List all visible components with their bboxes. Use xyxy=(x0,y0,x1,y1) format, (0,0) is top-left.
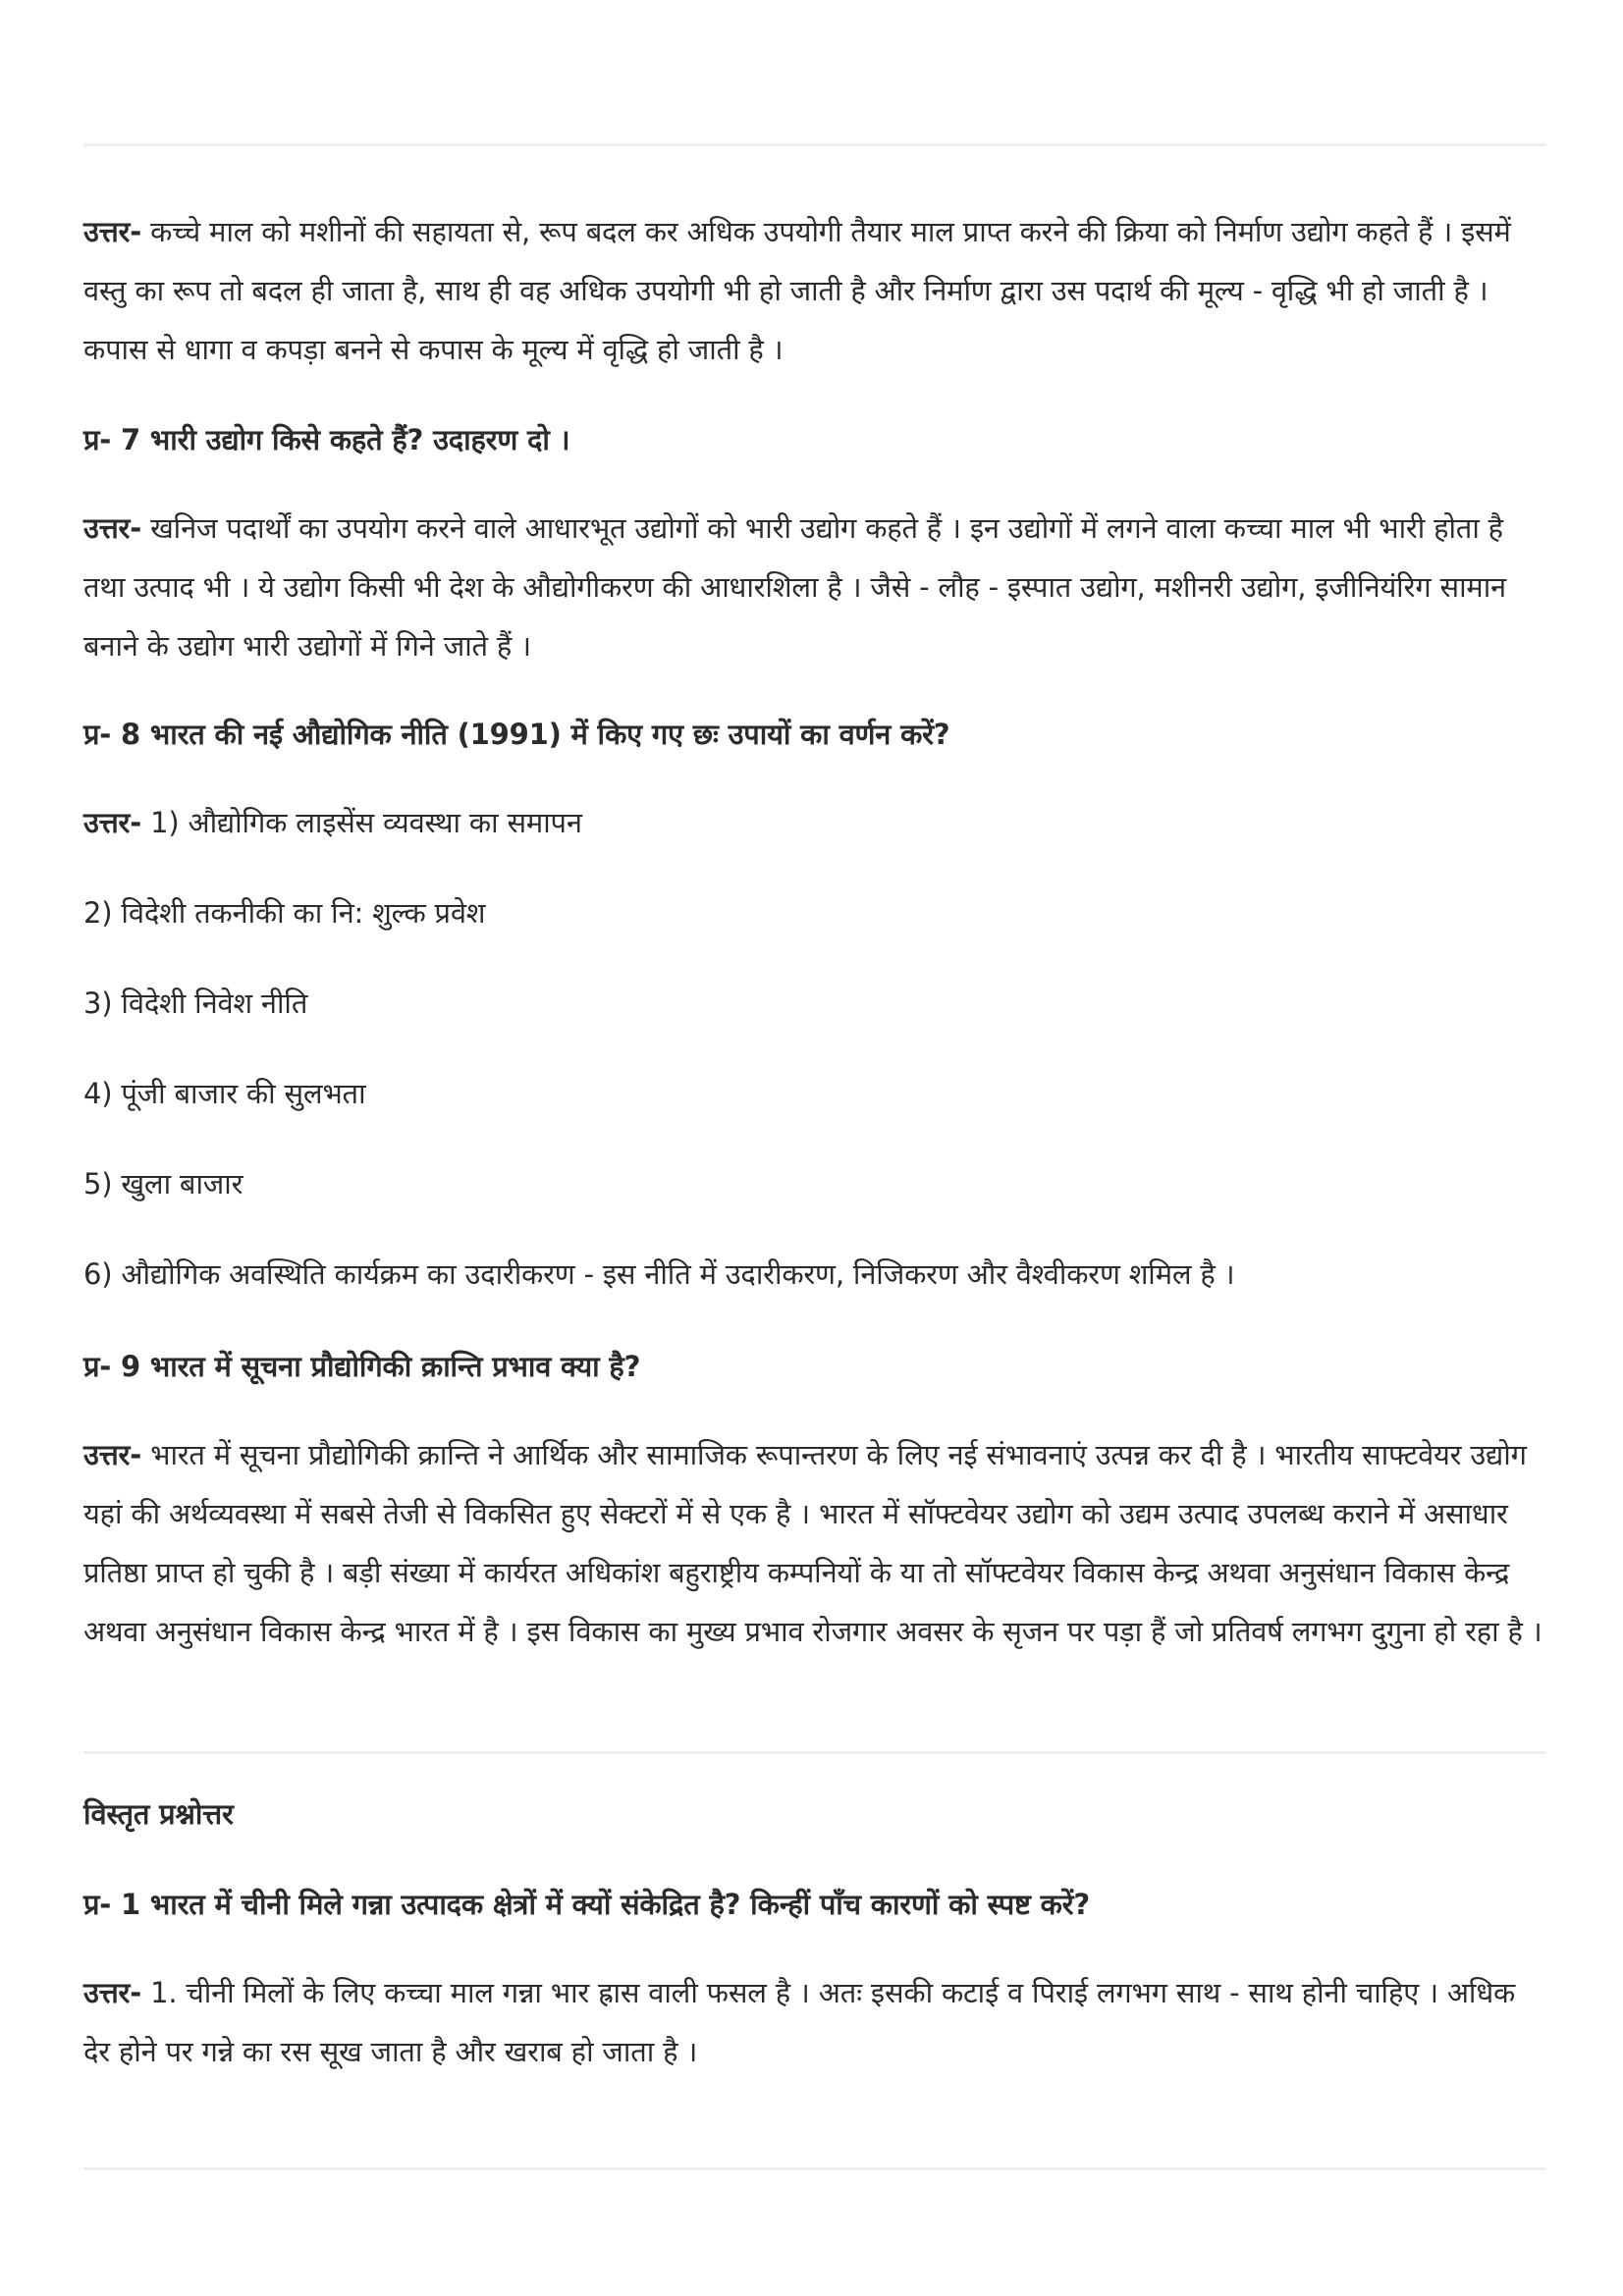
answer-label: उत्तर- xyxy=(83,215,142,248)
q8-item-4: 4) पूंजी बाजार की सुलभता xyxy=(83,1077,366,1110)
top-divider xyxy=(83,143,1546,146)
q8-item-6: 6) औद्योगिक अवस्थिति कार्यक्रम का उदारीकरण - इस नीति में उदारीकरण, निजिकरण और वैश्वीकरण शमिल है । xyxy=(83,1257,1235,1291)
q8-item-3: 3) विदेशी निवेश नीति xyxy=(83,987,308,1020)
section-heading: विस्तृत प्रश्नोत्तर xyxy=(83,1797,234,1831)
answer-label: उत्तर- xyxy=(83,1976,142,2009)
long-q1-answer xyxy=(83,1963,1546,2081)
bottom-divider xyxy=(83,2167,1546,2170)
answer-label: उत्तर- xyxy=(83,511,142,545)
answer-text: खनिज पदार्थों का उपयोग करने वाले आधारभूत उद्योगों को भारी उद्योग कहते हैं । इन उद्योगों में लगने वाला कच्चा माल भी भारी होता है तथा उत्पाद भी । ये उद्योग किसी भी देश के औद्योगीकरण की आधारशिला है । जैसे - लौह - इस्पात उद्योग, मशीनरी उद्योग, इजीनियंरिग सामान बनाने के उद्योग भारी उद्योगों में गिने जाते हैं । xyxy=(83,511,1506,663)
q8-item-5: 5) खुला बाजार xyxy=(83,1167,243,1201)
q8-item-1 xyxy=(83,793,1546,852)
q7-question: प्र- 7 भारी उद्योग किसे कहते हैं? उदाहरण दो । xyxy=(83,423,570,456)
answer-label: उत्तर- xyxy=(83,1438,142,1471)
section-divider xyxy=(83,1751,1546,1754)
answer-text: कच्चे माल को मशीनों की सहायता से, रूप बदल कर अधिक उपयोगी तैयार माल प्राप्त करने की क्रिया को निर्माण उद्योग कहते हैं । इसमें वस्तु का रूप तो बदल ही जाता है, साथ ही वह अधिक उपयोगी भी हो जाती है और निर्माण द्वारा उस पदार्थ की मूल्य - वृद्धि भी हो जाती है । कपास से धागा व कपड़ा बनने से कपास के मूल्य में वृद्धि हो जाती है । xyxy=(83,215,1511,366)
q6-answer xyxy=(83,202,1546,379)
q9-question: प्र- 9 भारत में सूचना प्रौद्योगिकी क्रान्ति प्रभाव क्या है? xyxy=(83,1350,641,1383)
answer-text: भारत में सूचना प्रौद्योगिकी क्रान्ति ने आर्थिक और सामाजिक रूपान्तरण के लिए नई संभावनाएं उत्पन्न कर दी है । भारतीय साफ्टवेयर उद्योग यहां की अर्थव्यवस्था में सबसे तेजी से विकसित हुए सेक्टरों में से एक है । भारत में सॉफ्टवेयर उद्योग को उद्यम उत्पाद उपलब्ध कराने में असाधार प्रतिष्ठा प्राप्त हो चुकी है । बड़ी संख्या में कार्यरत अधिकांश बहुराष्ट्रीय कम्पनियों के या तो सॉफ्टवेयर विकास केन्द्र अथवा अनुसंधान विकास केन्द्र अथवा अनुसंधान विकास केन्द्र भारत में है । इस विकास का मुख्य प्रभाव रोजगार अवसर के सृजन पर पड़ा हैं जो प्रतिवर्ष लगभग दुगुना हो रहा है । xyxy=(83,1438,1542,1648)
answer-text: 1. चीनी मिलों के लिए कच्चा माल गन्ना भार ह्रास वाली फसल है । अतः इसकी कटाई व पिराई लगभग साथ - साथ होनी चाहिए । अधिक देर होने पर गन्ने का रस सूख जाता है और खराब हो जाता है । xyxy=(83,1976,1516,2068)
long-q1-question: प्र- 1 भारत में चीनी मिले गन्ना उत्पादक क्षेत्रों में क्यों संकेद्रित है? किन्हीं पाँच कारणों को स्पष्ट करें? xyxy=(83,1888,1090,1921)
answer-label: उत्तर- xyxy=(83,806,142,839)
q7-answer xyxy=(83,499,1546,675)
q8-question: प्र- 8 भारत की नई औद्योगिक नीति (1991) में किए गए छः उपायों का वर्णन करें? xyxy=(83,718,950,751)
q9-answer xyxy=(83,1425,1546,1661)
q8-item-2: 2) विदेशी तकनीकी का नि: शुल्क प्रवेश xyxy=(83,896,486,930)
list-item: 1) औद्योगिक लाइसेंस व्यवस्था का समापन xyxy=(150,806,582,839)
